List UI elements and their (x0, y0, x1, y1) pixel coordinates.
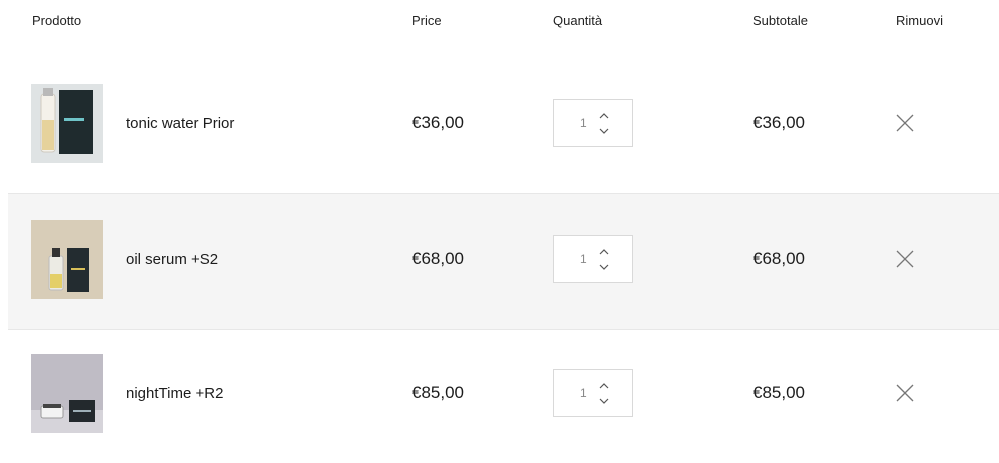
quantity-value[interactable]: 1 (580, 252, 587, 266)
close-icon (895, 383, 915, 403)
stepper-arrows-icon[interactable] (597, 245, 611, 275)
stepper-arrows-icon[interactable] (597, 109, 611, 139)
cart-row (8, 328, 999, 463)
remove-item-button[interactable] (895, 383, 915, 403)
product-name[interactable]: tonic water Prior (126, 115, 235, 132)
product-subtotal: €36,00 (753, 113, 805, 132)
column-header-quantity: Quantità (553, 13, 603, 28)
quantity-value[interactable]: 1 (580, 116, 587, 130)
column-header-price: Price (412, 13, 442, 28)
product-thumbnail[interactable] (31, 84, 103, 163)
product-thumbnail[interactable] (31, 354, 103, 433)
column-header-subtotal: Subtotale (753, 13, 808, 28)
cart-header (0, 0, 999, 40)
product-thumbnail[interactable] (31, 220, 103, 299)
product-name[interactable]: oil serum +S2 (126, 251, 219, 268)
product-price: €85,00 (412, 383, 464, 402)
close-icon (895, 113, 915, 133)
stepper-arrows-icon[interactable] (597, 379, 611, 409)
remove-item-button[interactable] (895, 113, 915, 133)
quantity-stepper[interactable] (553, 99, 633, 147)
product-price: €36,00 (412, 113, 464, 132)
quantity-value[interactable]: 1 (580, 386, 587, 400)
remove-item-button[interactable] (895, 249, 915, 269)
cart-row (8, 193, 999, 330)
product-price: €68,00 (412, 249, 464, 268)
column-header-product: Prodotto (32, 13, 82, 28)
product-name[interactable]: nightTime +R2 (126, 385, 224, 402)
quantity-stepper[interactable] (553, 235, 633, 283)
cart-row (8, 58, 999, 193)
close-icon (895, 249, 915, 269)
product-subtotal: €85,00 (753, 383, 805, 402)
quantity-stepper[interactable] (553, 369, 633, 417)
column-header-remove: Rimuovi (896, 13, 943, 28)
product-subtotal: €68,00 (753, 249, 805, 268)
